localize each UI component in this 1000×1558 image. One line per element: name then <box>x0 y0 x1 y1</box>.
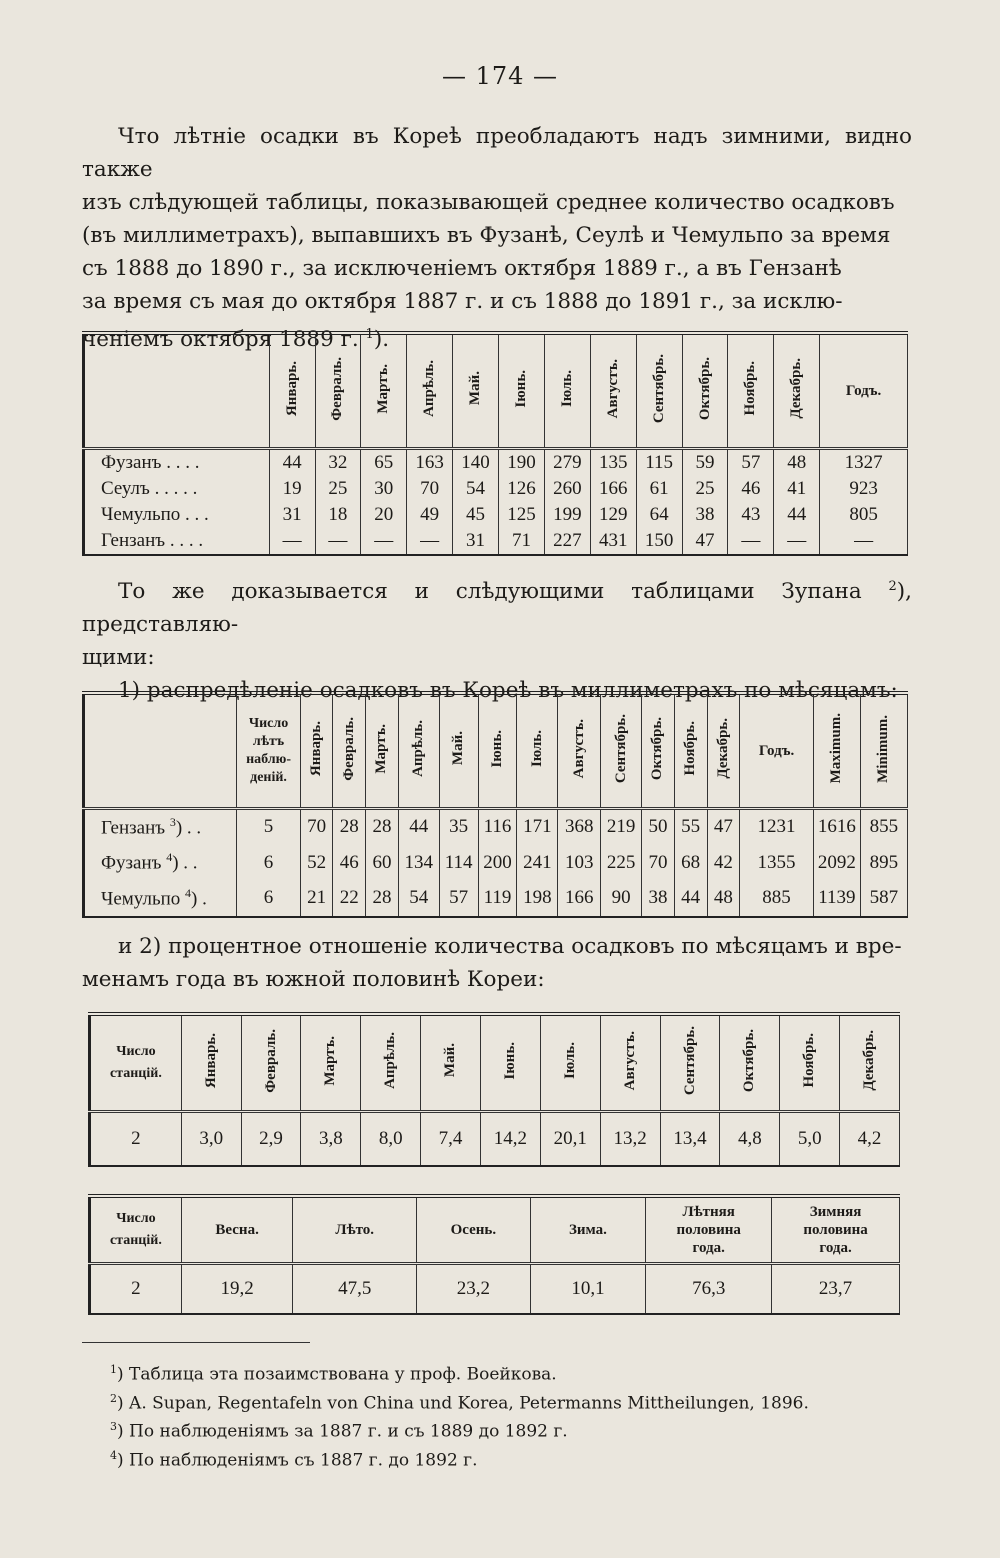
col-header: Іюнь. <box>478 693 517 809</box>
table-row <box>90 1264 900 1314</box>
table-cell: 125 <box>499 502 545 528</box>
text-line: ченіемъ октября 1889 г. $^1$). <box>82 327 390 353</box>
text-line: То же доказывается и слѣдующими таблицами Зупана $^2$), представляю- <box>82 579 912 638</box>
table-cell-year: 1231 <box>740 809 814 845</box>
table-cell: 61 <box>636 476 682 502</box>
table-cell: 44 <box>269 449 315 477</box>
table-cell: 10,1 <box>530 1264 646 1314</box>
table-cell: — <box>269 528 315 555</box>
col-header: Сентябрь. <box>601 693 642 809</box>
text-line: за время съ мая до октября 1887 г. и съ 1888 до 1891 г., за исклю- <box>82 289 843 314</box>
table-cell-year: 805 <box>820 502 908 528</box>
col-header: Іюль. <box>544 333 590 449</box>
table-cell: 4,8 <box>720 1112 780 1166</box>
text-line: съ 1888 до 1890 г., за исключеніемъ октября 1889 г., а въ Гензанѣ <box>82 256 842 281</box>
table-cell-years: 6 <box>237 881 300 917</box>
table-cell: 3,8 <box>301 1112 361 1166</box>
table-cell: 28 <box>333 809 366 845</box>
col-header: Осень. <box>417 1196 531 1264</box>
table-row <box>84 881 908 917</box>
table-cell: 38 <box>642 881 675 917</box>
col-header: Сентябрь. <box>636 333 682 449</box>
text-line: (въ миллиметрахъ), выпавшихъ въ Фузанѣ, Сеулѣ и Чемульпо за время <box>82 223 891 248</box>
table-cell: 47 <box>707 809 740 845</box>
table-cell: 13,4 <box>660 1112 720 1166</box>
table-cell-year: 1355 <box>740 845 814 881</box>
table-cell: 14,2 <box>480 1112 540 1166</box>
footnote: $^4$) По наблюденіямъ съ 1887 г. до 1892 г. <box>110 1448 478 1471</box>
col-header: Весна. <box>181 1196 293 1264</box>
table-cell: 76,3 <box>646 1264 772 1314</box>
table-cell-year: 885 <box>740 881 814 917</box>
text-line: Что лѣтніе осадки въ Кореѣ преобладаютъ надъ зимними, видно также <box>82 124 912 182</box>
table-cell: 20 <box>361 502 407 528</box>
table-cell-stations: 2 <box>90 1264 182 1314</box>
table-cell-year: 923 <box>820 476 908 502</box>
table-cell: 150 <box>636 528 682 555</box>
col-header: Іюль. <box>540 1014 600 1112</box>
header-blank <box>84 693 237 809</box>
table-cell: 52 <box>300 845 333 881</box>
table-cell-year: — <box>820 528 908 555</box>
paragraph-percent <box>82 930 912 996</box>
table-cell: 19,2 <box>181 1264 293 1314</box>
table-cell: 20,1 <box>540 1112 600 1166</box>
table-header-row <box>90 1196 900 1264</box>
col-header-stations: Число станцій. <box>90 1014 182 1112</box>
col-header: Августъ. <box>600 1014 660 1112</box>
table-cell: 225 <box>601 845 642 881</box>
table-cell: 171 <box>517 809 558 845</box>
table-cell-year: 1327 <box>820 449 908 477</box>
table-cell: 114 <box>439 845 478 881</box>
col-header: Лѣтняя половина года. <box>646 1196 772 1264</box>
table-cell: 48 <box>707 881 740 917</box>
table-cell: 166 <box>590 476 636 502</box>
col-header: Іюль. <box>517 693 558 809</box>
table-cell: — <box>361 528 407 555</box>
col-header: Май. <box>439 693 478 809</box>
table-cell: 135 <box>590 449 636 477</box>
footnote-ref: 1 <box>365 327 374 342</box>
table-cell: — <box>407 528 453 555</box>
col-header: Февраль. <box>241 1014 301 1112</box>
table-cell: 50 <box>642 809 675 845</box>
table-cell: 48 <box>774 449 820 477</box>
text-line: 1) распредѣленіе осадковъ въ Кореѣ въ миллиметрахъ по мѣсяцамъ: <box>118 678 898 704</box>
table-cell: 8,0 <box>361 1112 421 1166</box>
table-cell: 46 <box>333 845 366 881</box>
table-cell: 23,7 <box>772 1264 900 1314</box>
table-cell: 31 <box>453 528 499 555</box>
table-cell: 38 <box>682 502 728 528</box>
table-cell: 5,0 <box>780 1112 840 1166</box>
text-line: и 2) процентное отношеніе количества осадковъ по мѣсяцамъ и вре- <box>118 934 902 959</box>
table-cell: 116 <box>478 809 517 845</box>
table-header-row <box>84 333 908 449</box>
text-line: щими: <box>82 645 155 671</box>
table-cell: 18 <box>315 502 361 528</box>
col-header: Іюнь. <box>480 1014 540 1112</box>
table-cell: 68 <box>674 845 707 881</box>
table-cell-stations: 2 <box>90 1112 182 1166</box>
table-row <box>90 1112 900 1166</box>
table-cell: 260 <box>544 476 590 502</box>
table-cell: 55 <box>674 809 707 845</box>
col-header: Декабрь. <box>840 1014 900 1112</box>
table-cell: 25 <box>315 476 361 502</box>
percent-seasons-table <box>88 1194 900 1315</box>
col-header: Январь. <box>181 1014 241 1112</box>
table-cell: 115 <box>636 449 682 477</box>
row-label: Чемульпо $^4$) . <box>84 881 237 917</box>
table-cell: 241 <box>517 845 558 881</box>
row-label: Сеулъ . . . . . <box>84 476 270 502</box>
table-header-row <box>90 1014 900 1112</box>
col-header-year: Годъ. <box>740 693 814 809</box>
col-header: Май. <box>421 1014 481 1112</box>
table-cell: 45 <box>453 502 499 528</box>
table-cell: 431 <box>590 528 636 555</box>
table-cell: 368 <box>558 809 601 845</box>
table-cell: 219 <box>601 809 642 845</box>
table-cell: 30 <box>361 476 407 502</box>
col-header: Ноябрь. <box>674 693 707 809</box>
table-row <box>84 476 908 502</box>
table-cell: 28 <box>366 809 399 845</box>
table-cell: 21 <box>300 881 333 917</box>
table-cell: 44 <box>674 881 707 917</box>
table-cell: 31 <box>269 502 315 528</box>
col-header: Май. <box>453 333 499 449</box>
col-header: Зима. <box>530 1196 646 1264</box>
table-cell-min: 587 <box>860 881 907 917</box>
table-cell-min: 855 <box>860 809 907 845</box>
table-cell: — <box>315 528 361 555</box>
col-header: Сентябрь. <box>660 1014 720 1112</box>
col-header: Ноябрь. <box>780 1014 840 1112</box>
col-header-max: Maximum. <box>813 693 860 809</box>
table-cell-max: 1616 <box>813 809 860 845</box>
table-header-row <box>84 693 908 809</box>
table-cell: 42 <box>707 845 740 881</box>
table-cell: 134 <box>398 845 439 881</box>
col-header: Апрѣль. <box>407 333 453 449</box>
table-cell: — <box>774 528 820 555</box>
col-header: Январь. <box>300 693 333 809</box>
table-cell: — <box>728 528 774 555</box>
col-header: Февраль. <box>315 333 361 449</box>
col-header-min: Minimum. <box>860 693 907 809</box>
row-label: Гензанъ $^3$) . . <box>84 809 237 845</box>
col-header: Зимняя половина года. <box>772 1196 900 1264</box>
table-row <box>84 449 908 477</box>
table-cell: 44 <box>398 809 439 845</box>
table-cell: 70 <box>642 845 675 881</box>
table-cell: 47,5 <box>293 1264 417 1314</box>
table-cell-max: 2092 <box>813 845 860 881</box>
footnote: $^1$) Таблица эта позаимствована у проф. Воейкова. <box>110 1363 557 1385</box>
table-cell: 35 <box>439 809 478 845</box>
col-header-years: Число лѣтъ наблю-деній. <box>237 693 300 809</box>
table-cell: 70 <box>407 476 453 502</box>
table-cell: 198 <box>517 881 558 917</box>
col-header: Августъ. <box>590 333 636 449</box>
table-cell: 227 <box>544 528 590 555</box>
col-header: Мартъ. <box>361 333 407 449</box>
col-header: Мартъ. <box>301 1014 361 1112</box>
table-cell: 166 <box>558 881 601 917</box>
percent-months-table <box>88 1012 900 1167</box>
table-cell: 47 <box>682 528 728 555</box>
table-cell: 28 <box>366 881 399 917</box>
table-row <box>84 809 908 845</box>
table-cell: 200 <box>478 845 517 881</box>
col-header: Апрѣль. <box>398 693 439 809</box>
col-header-year: Годъ. <box>820 333 908 449</box>
precipitation-table-1 <box>82 331 908 556</box>
table-cell: 60 <box>366 845 399 881</box>
table-cell: 71 <box>499 528 545 555</box>
col-header: Лѣто. <box>293 1196 417 1264</box>
table-cell: 57 <box>728 449 774 477</box>
header-blank <box>84 333 270 449</box>
table-cell: 49 <box>407 502 453 528</box>
col-header: Февраль. <box>333 693 366 809</box>
footnotes <box>110 1358 930 1473</box>
table-cell: 129 <box>590 502 636 528</box>
page-number: — 174 — <box>441 62 559 90</box>
table-cell: 43 <box>728 502 774 528</box>
text-line: изъ слѣдующей таблицы, показывающей среднее количество осадковъ <box>82 190 895 215</box>
footnote: $^3$) По наблюденіямъ за 1887 г. и съ 1889 до 1892 г. <box>110 1420 568 1442</box>
row-label: Фузанъ . . . . <box>84 449 270 477</box>
col-header: Мартъ. <box>366 693 399 809</box>
table-row <box>84 528 908 555</box>
table-cell: 23,2 <box>417 1264 531 1314</box>
col-header: Августъ. <box>558 693 601 809</box>
table-cell: 3,0 <box>181 1112 241 1166</box>
col-header: Декабрь. <box>707 693 740 809</box>
col-header: Октябрь. <box>720 1014 780 1112</box>
table-cell: 4,2 <box>840 1112 900 1166</box>
table-cell: 25 <box>682 476 728 502</box>
footnote: $^2$) A. Supan, Regentafeln von China und Korea, Petermanns Mittheilungen, 1896. <box>110 1391 809 1414</box>
col-header: Іюнь. <box>499 333 545 449</box>
footnote-divider <box>82 1342 310 1343</box>
table-cell: 163 <box>407 449 453 477</box>
row-label: Гензанъ . . . . <box>84 528 270 555</box>
table-cell-years: 6 <box>237 845 300 881</box>
table-cell: 46 <box>728 476 774 502</box>
col-header: Ноябрь. <box>728 333 774 449</box>
table-cell: 41 <box>774 476 820 502</box>
row-label: Чемульпо . . . <box>84 502 270 528</box>
col-header: Октябрь. <box>682 333 728 449</box>
table-cell-years: 5 <box>237 809 300 845</box>
row-label: Фузанъ $^4$) . . <box>84 845 237 881</box>
table-cell: 119 <box>478 881 517 917</box>
col-header: Октябрь. <box>642 693 675 809</box>
table-cell: 19 <box>269 476 315 502</box>
table-cell: 279 <box>544 449 590 477</box>
table-cell: 13,2 <box>600 1112 660 1166</box>
table-cell: 140 <box>453 449 499 477</box>
table-cell: 44 <box>774 502 820 528</box>
table-cell: 54 <box>453 476 499 502</box>
col-header-stations: Число станцій. <box>90 1196 182 1264</box>
table-cell: 7,4 <box>421 1112 481 1166</box>
table-cell: 54 <box>398 881 439 917</box>
table-cell: 70 <box>300 809 333 845</box>
table-cell: 32 <box>315 449 361 477</box>
table-cell: 190 <box>499 449 545 477</box>
table-cell: 65 <box>361 449 407 477</box>
table-cell-min: 895 <box>860 845 907 881</box>
col-header: Январь. <box>269 333 315 449</box>
col-header: Декабрь. <box>774 333 820 449</box>
table-cell: 199 <box>544 502 590 528</box>
table-row <box>84 502 908 528</box>
table-cell: 57 <box>439 881 478 917</box>
precipitation-table-2 <box>82 691 908 918</box>
col-header: Апрѣль. <box>361 1014 421 1112</box>
paragraph-intro <box>82 120 912 356</box>
table-cell: 64 <box>636 502 682 528</box>
table-cell: 59 <box>682 449 728 477</box>
text-line: менамъ года въ южной половинѣ Кореи: <box>82 967 545 992</box>
footnote-ref: 2 <box>888 579 897 594</box>
table-cell-max: 1139 <box>813 881 860 917</box>
table-cell: 126 <box>499 476 545 502</box>
table-cell: 90 <box>601 881 642 917</box>
table-row <box>84 845 908 881</box>
paragraph-supan <box>82 570 912 707</box>
table-cell: 103 <box>558 845 601 881</box>
table-cell: 2,9 <box>241 1112 301 1166</box>
table-cell: 22 <box>333 881 366 917</box>
